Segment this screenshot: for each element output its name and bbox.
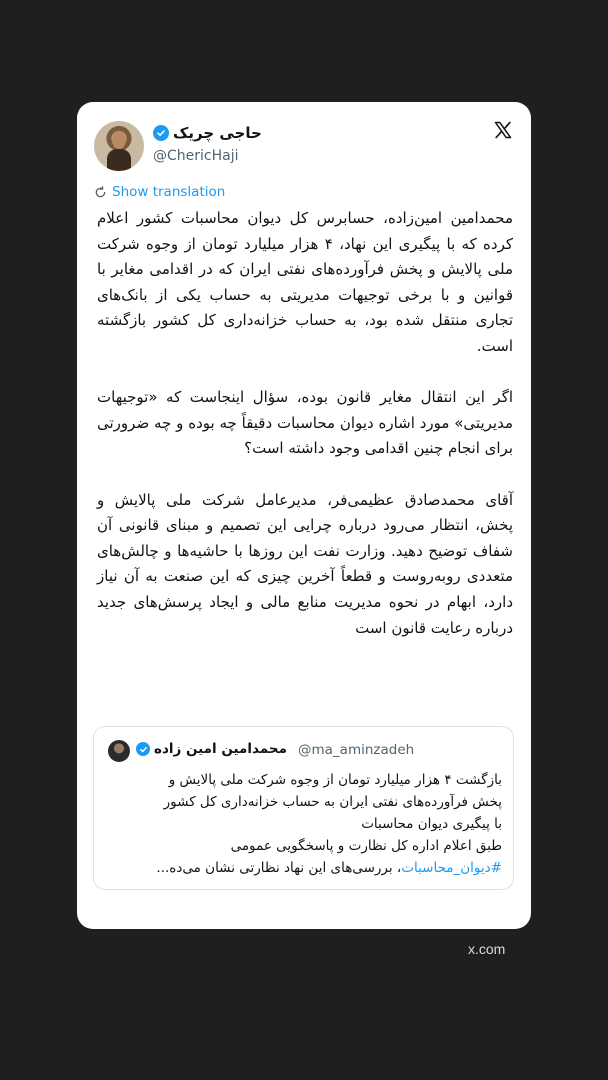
quoted-tweet[interactable] xyxy=(93,726,514,890)
verified-badge-icon xyxy=(153,125,169,141)
quoted-author-name-row xyxy=(136,741,287,757)
quoted-author-handle: @ma_aminzadeh xyxy=(298,742,415,758)
verified-badge-icon xyxy=(136,742,150,756)
quoted-last-text: ، بررسی‌های این نهاد نظارتی نشان می‌ده... xyxy=(156,860,402,876)
source-domain: x.com xyxy=(468,941,506,957)
quoted-author-name: محمدامین امین زاده xyxy=(154,741,287,757)
tweet-paragraph: آقای محمدصادق عظیمی‌فر، مدیرعامل شرکت ملی پالایش و پخش، انتظار می‌رود درباره چرایی این تصمیم و مبنای قانونی آن شفاف توضیح دهید. وزارت نفت این روزها با حاشیه‌ها و چالش‌های متعددی روبه‌روست و قطعاً آخرین چیزی که این صنعت به آن نیاز دارد، ابهام در نحوه مدیریت منابع مالی و ایجاد پرسش‌های جدید درباره رعایت قانون است xyxy=(97,490,513,637)
quoted-line: پخش فرآورده‌های نفتی ایران به حساب خزانه‌داری کل کشور xyxy=(163,794,502,810)
quoted-line: طبق اعلام اداره کل نظارت و پاسخگویی عمومی xyxy=(230,838,502,854)
tweet-paragraph: محمدامین امین‌زاده، حسابرس کل دیوان محاسبات کشور اعلام کرده که با پیگیری این نهاد، ۴ هزار میلیارد تومان از وجوه شرکت ملی پالایش و پخش فرآورده‌های نفتی ایران که در اقدامی مغایر با قوانین و با برخی توجیهات مدیریتی به حساب یکی از بانک‌های تجاری منتقل شده بود، به حساب خزانه‌داری کل کشور بازگشته است. xyxy=(97,209,513,355)
avatar-face xyxy=(112,131,126,149)
avatar-body xyxy=(107,149,131,171)
tweet-paragraph: اگر این انتقال مغایر قانون بوده، سؤال اینجاست که «توجیهات مدیریتی» مورد اشاره دیوان محاسبات دقیقاً چه بوده و چه ضرورتی برای انجام چنین اقدامی وجود داشته است؟ xyxy=(97,388,513,458)
author-name[interactable]: حاجی چریک xyxy=(173,124,262,142)
show-translation-label[interactable]: Show translation xyxy=(112,184,226,200)
quoted-line: بازگشت ۴ هزار میلیارد تومان از وجوه شرکت ملی پالایش و xyxy=(168,772,502,788)
translate-icon xyxy=(94,186,107,199)
quoted-tweet-text xyxy=(104,769,502,879)
x-logo-icon[interactable] xyxy=(493,120,513,140)
author-avatar[interactable] xyxy=(94,121,144,171)
show-translation-link[interactable] xyxy=(94,184,225,200)
tweet-card[interactable] xyxy=(77,102,531,929)
tweet-body xyxy=(97,206,513,641)
author-name-row[interactable] xyxy=(153,124,262,142)
quoted-line: با پیگیری دیوان محاسبات xyxy=(361,816,502,832)
quoted-last-line xyxy=(104,857,502,879)
hashtag-link[interactable]: #دیوان_محاسبات xyxy=(401,860,502,876)
quoted-author-avatar[interactable] xyxy=(108,740,130,762)
author-handle[interactable]: @ChericHaji xyxy=(153,148,239,164)
